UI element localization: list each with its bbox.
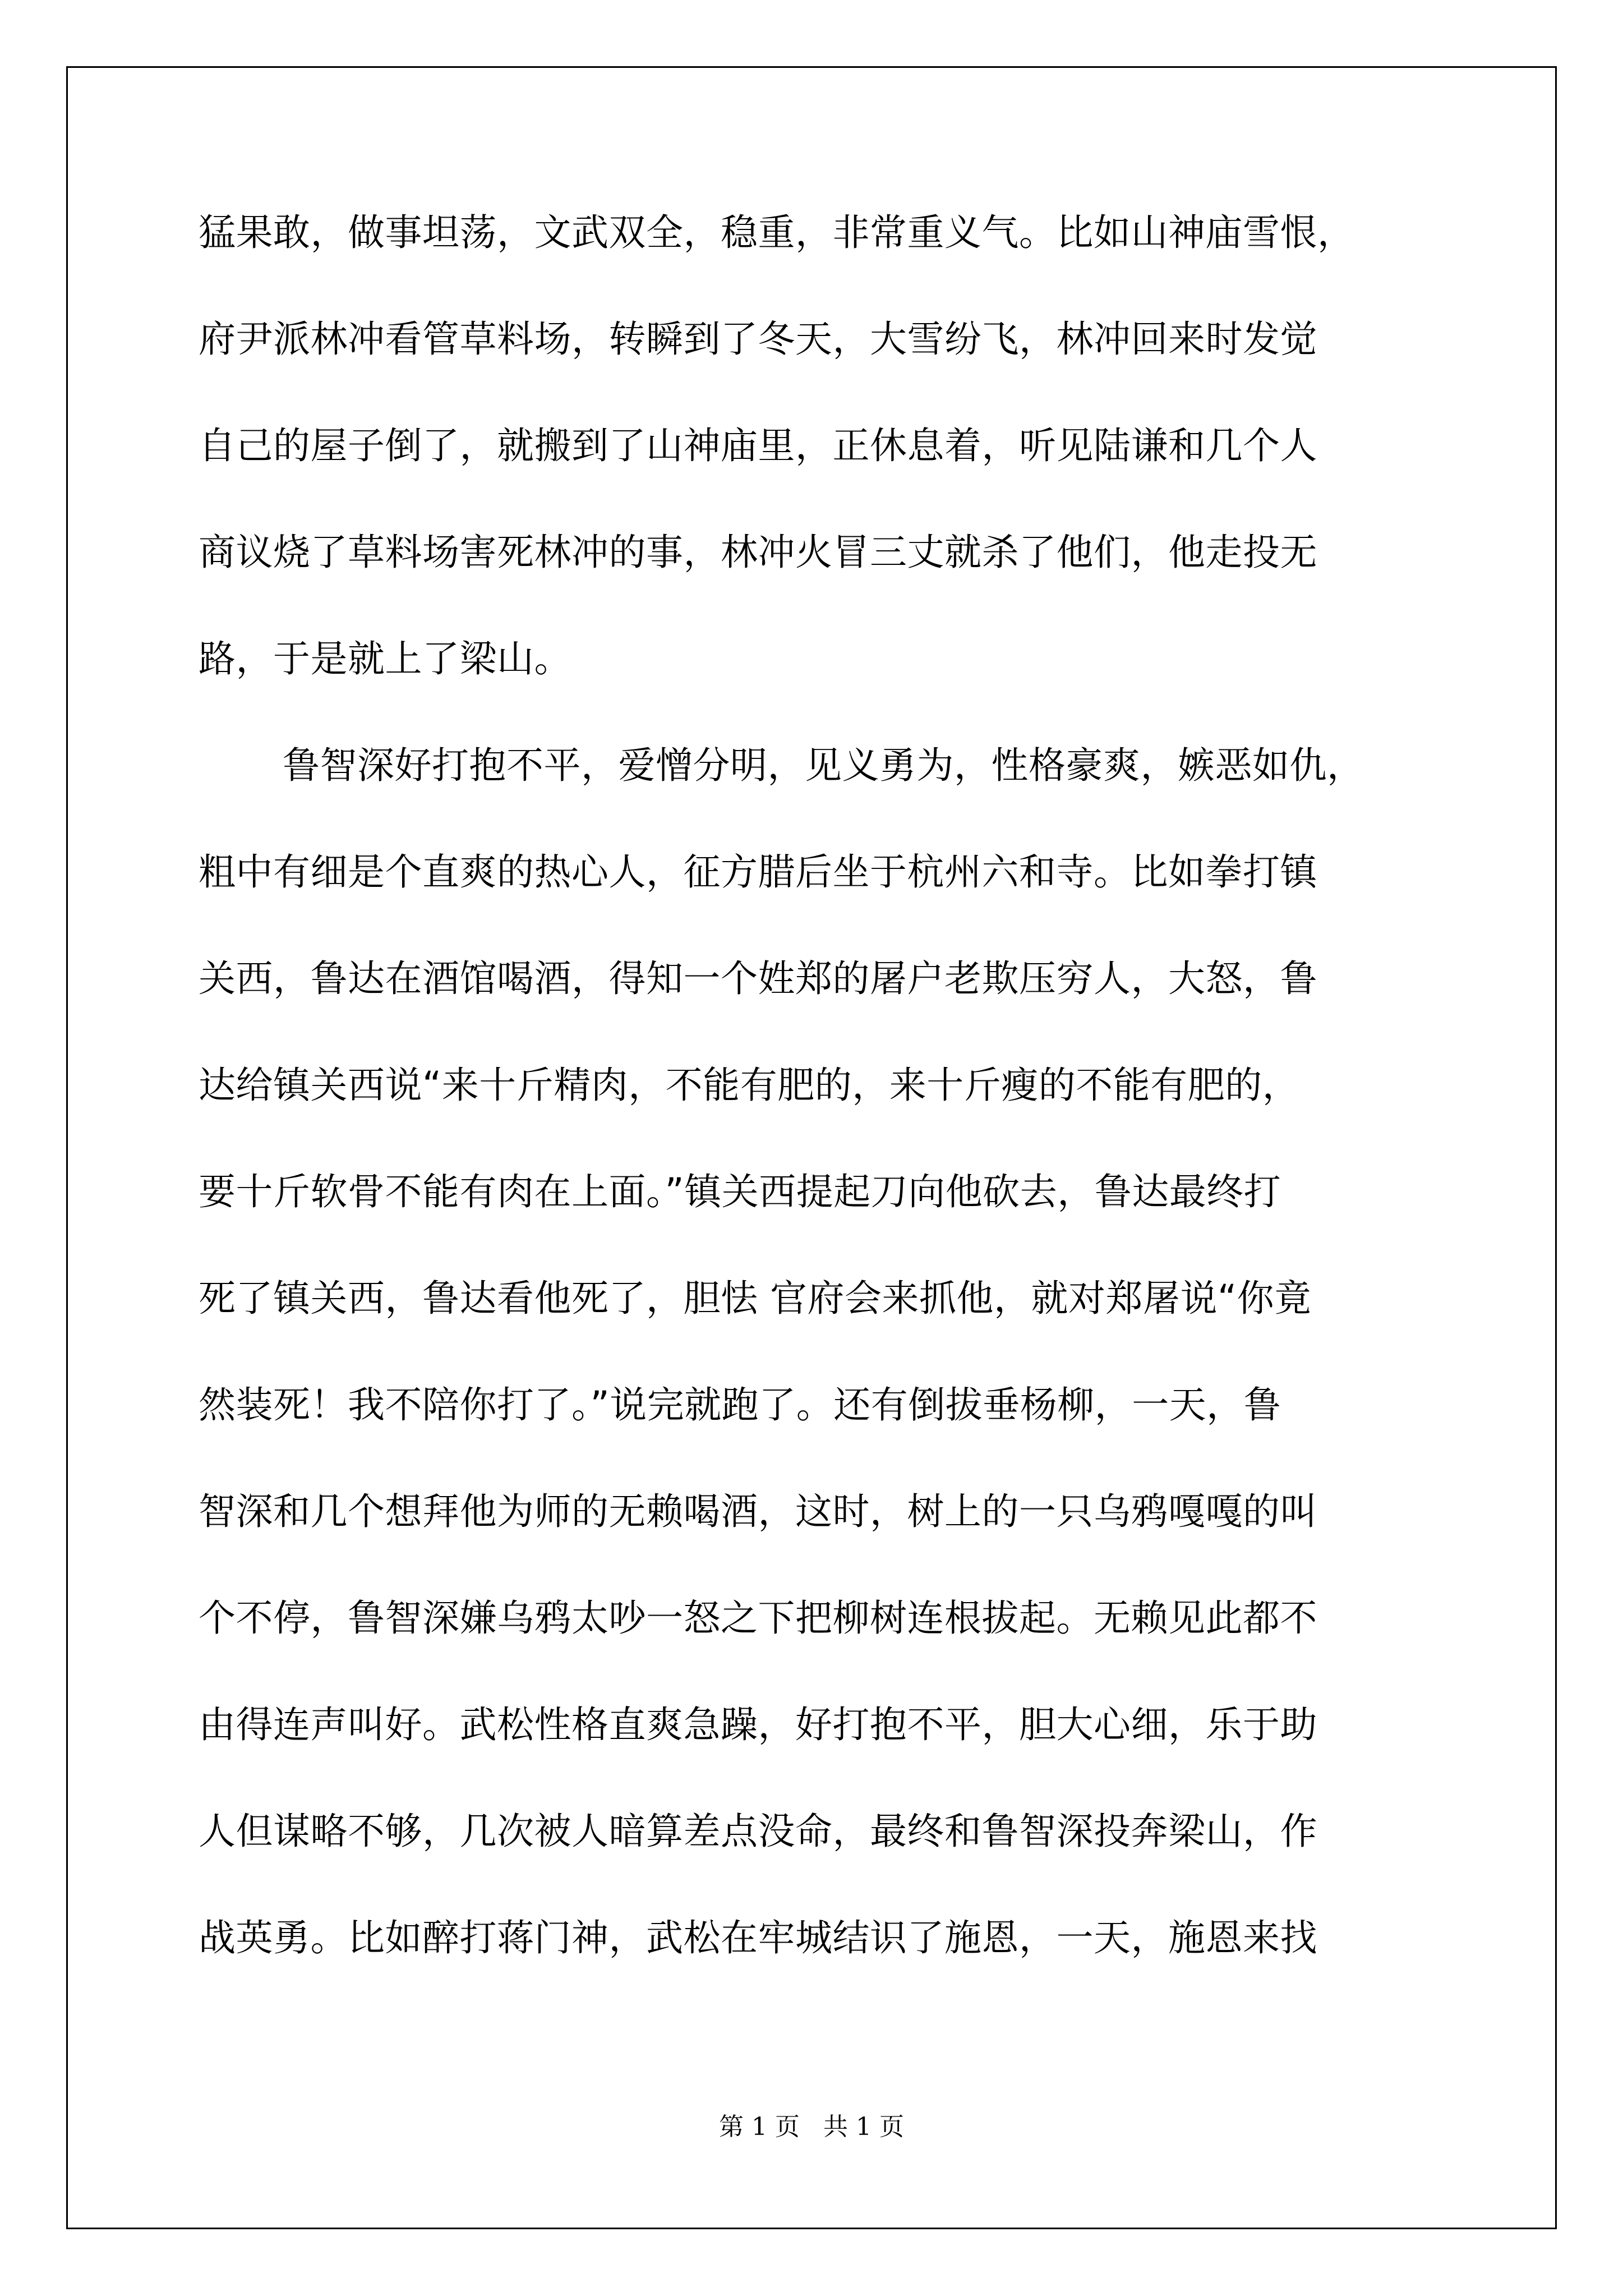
text-line: 人但谋略不够，几次被人暗算差点没命，最终和鲁智深投奔梁山，作 xyxy=(199,1810,1317,1853)
text-line: 府尹派林冲看管草料场，转瞬到了冬天，大雪纷飞，林冲回来时发觉 xyxy=(199,318,1317,361)
text-line: 猛果敢，做事坦荡，文武双全，稳重，非常重义气。比如山神庙雪恨， xyxy=(199,211,1355,254)
document-body xyxy=(199,180,1435,1991)
text-line: 然装死！我不陪你打了。”说完就跑了。还有倒拔垂杨柳，一天，鲁 xyxy=(199,1383,1281,1427)
text-line: 智深和几个想拜他为师的无赖喝酒，这时，树上的一只乌鸦嘎嘎的叫 xyxy=(199,1490,1317,1533)
text-line: 战英勇。比如醉打蒋门神，武松在牢城结识了施恩，一天，施恩来找 xyxy=(199,1916,1317,1959)
text-line: 粗中有细是个直爽的热心人，征方腊后坐于杭州六和寺。比如拳打镇 xyxy=(199,850,1317,894)
text-line: 自己的屋子倒了，就搬到了山神庙里，正休息着，听见陆谦和几个人 xyxy=(199,424,1317,467)
text-line: 商议烧了草料场害死林冲的事，林冲火冒三丈就杀了他们，他走投无 xyxy=(199,531,1317,574)
text-line: 关西，鲁达在酒馆喝酒，得知一个姓郑的屠户老欺压穷人，大怒，鲁 xyxy=(199,957,1317,1000)
text-line: 要十斤软骨不能有肉在上面。”镇关西提起刀向他砍去，鲁达最终打 xyxy=(199,1170,1281,1213)
paragraph-first-line: 鲁智深好打抱不平，爱憎分明，见义勇为，性格豪爽，嫉恶如仇， xyxy=(283,744,1364,787)
text-line: 路，于是就上了梁山。 xyxy=(199,637,571,680)
text-line: 由得连声叫好。武松性格直爽急躁，好打抱不平，胆大心细，乐于助 xyxy=(199,1703,1317,1746)
text-line: 死了镇关西，鲁达看他死了，胆怯 官府会来抓他，就对郑屠说“你竟 xyxy=(199,1277,1312,1320)
text-line: 个不停，鲁智深嫌乌鸦太吵一怒之下把柳树连根拔起。无赖见此都不 xyxy=(199,1596,1317,1640)
page-number: 第 1 页 共 1 页 xyxy=(719,2113,904,2141)
text-line: 达给镇关西说“来十斤精肉，不能有肥的，来十斤瘦的不能有肥的， xyxy=(199,1064,1300,1107)
